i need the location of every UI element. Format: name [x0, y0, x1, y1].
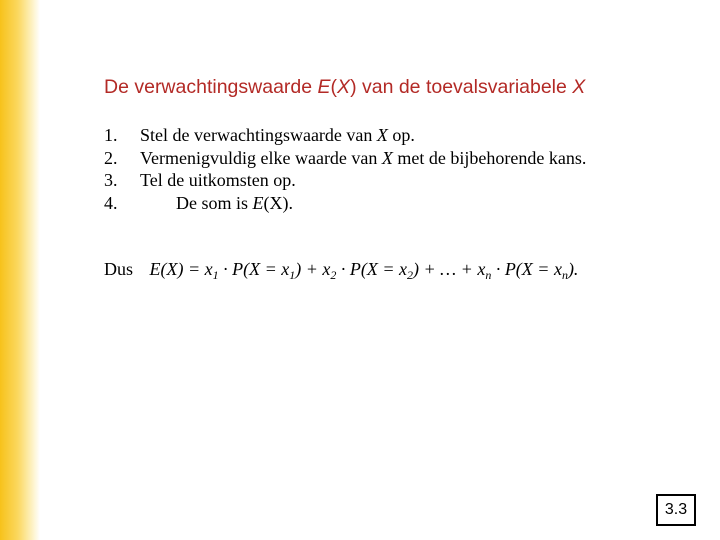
step-text: Stel de verwachtingswaarde van X op.: [140, 125, 415, 145]
formula-lead: Dus: [104, 259, 134, 279]
step-number: 3.: [104, 170, 118, 190]
step-text: Vermenigvuldig elke waarde van X met de bijbehorende kans.: [140, 147, 587, 168]
accent-bar: [0, 0, 40, 540]
page-badge: 3.3: [656, 494, 696, 526]
formula-line: [104, 259, 578, 280]
step-number: 2.: [104, 147, 118, 168]
slide-title: De verwachtingswaarde E(X) van de toevalsvariabele X: [104, 76, 586, 98]
step-number: 1.: [104, 125, 118, 145]
step-text: Tel de uitkomsten op.: [140, 170, 296, 190]
expectation-formula: $E(X) = x_1 \cdot P(X = x_1) + x_2 \cdot P(X = x_2)$ + … + $x_n \cdot P(X = x_n)$.: [149, 259, 579, 282]
step-text: De som is E(X).: [176, 192, 293, 213]
step-number: 4.: [104, 192, 118, 213]
